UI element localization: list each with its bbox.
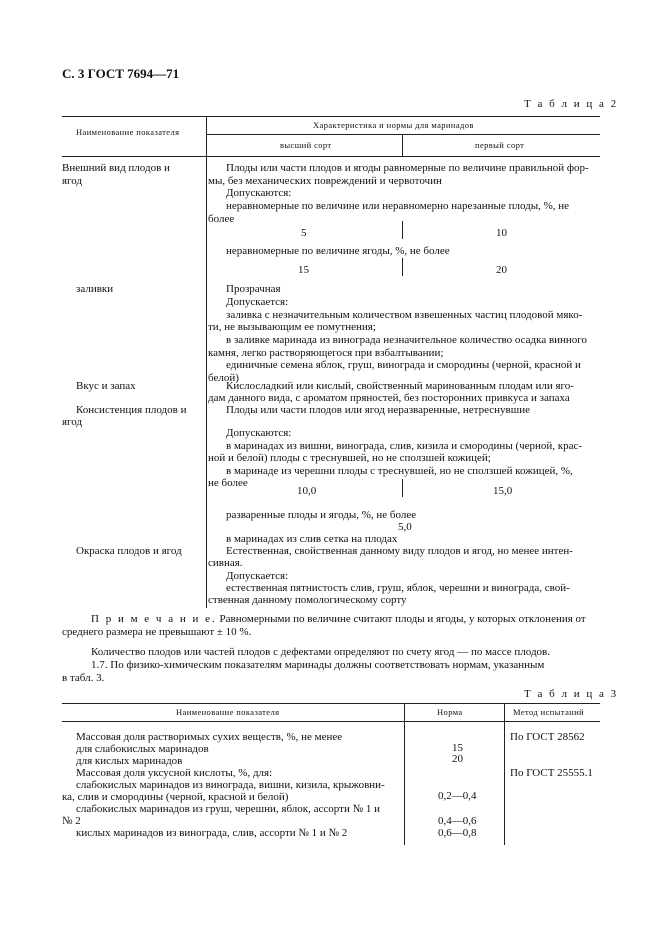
note (91, 613, 586, 627)
table2-header-sort-divider (402, 134, 403, 156)
page-header: С. 3 ГОСТ 7694—71 (62, 66, 180, 81)
table3-row: кислых маринадов из винограда, слив, ассорти № 1 и № 2 (76, 827, 348, 839)
consistency-text: в маринаде из черешни плоды с треснувшей, но не сползшей кожицей, %, (226, 465, 573, 477)
color-text: ственная данному помологическому сорту (208, 594, 407, 606)
paragraph-defects: Количество плодов или частей плодов с дефектами определяют по счету ягод — по массе плодов. (91, 646, 550, 658)
table3-norm: 0,2—0,4 (438, 790, 477, 802)
appearance-label: Внешний вид плодов и (62, 162, 170, 174)
table3-top-rule (62, 703, 600, 704)
appearance-text: неравномерные по величине ягоды, %, не более (226, 245, 450, 257)
table3-header-rule (62, 721, 600, 722)
table2-col-top-sort: высший сорт (280, 140, 332, 150)
appearance-label-cont: ягод (62, 175, 83, 187)
table2-sort-divider (402, 221, 403, 239)
table3-method: По ГОСТ 25555.1 (510, 767, 593, 779)
brine-text: Прозрачная (226, 283, 281, 295)
consistency-text: ной и белой) плоды с треснувшей, но не сползшей кожицей; (208, 452, 491, 464)
table3-col-norm: Норма (437, 707, 463, 717)
table2-header-rule (62, 156, 600, 157)
table3-row: Массовая доля растворимых сухих веществ, %, не менее (76, 731, 343, 743)
brine-label: заливки (76, 283, 114, 295)
table2-col-first-sort: первый сорт (475, 140, 525, 150)
consistency-text: в маринадах из слив сетка на плодах (226, 533, 398, 545)
consistency-value-first: 15,0 (493, 485, 513, 497)
taste-text: Кислосладкий или кислый, свойственный маринованным плодам или яго- (226, 380, 574, 392)
table3-divider-method (504, 703, 505, 845)
brine-text: ти, не вызывающим ее помутнения; (208, 321, 376, 333)
table3-col-method: Метод испытаний (513, 707, 585, 717)
color-text: естественная пятнистость слив, груш, яблок, черешни и винограда, свой- (226, 582, 570, 594)
table3-col-name: Наименование показателя (176, 707, 280, 717)
table2-top-rule (62, 116, 600, 117)
table2-caption: Т а б л и ц а 2 (524, 98, 619, 110)
color-label: Окраска плодов и ягод (76, 545, 182, 557)
consistency-value-top: 10,0 (297, 485, 317, 497)
appearance-value-top: 15 (298, 264, 309, 276)
consistency-text: Плоды или части плодов или ягод неразваренные, нетреснувшие (226, 404, 530, 416)
table3-caption: Т а б л и ц а 3 (524, 688, 619, 700)
brine-text: белой) (208, 372, 239, 384)
appearance-text: более (208, 213, 235, 225)
appearance-text: неравномерные по величине или неравномерно нарезанные плоды, %, не (226, 200, 570, 212)
appearance-text: Плоды или части плодов и ягоды равномерные по величине правильной фор- (226, 162, 589, 174)
appearance-value-top: 5 (301, 227, 307, 239)
consistency-label-cont: ягод (62, 416, 83, 428)
brine-text: в заливке маринада из винограда незначительное количество осадка винного (226, 334, 588, 346)
table3-divider-norm (404, 703, 405, 845)
note-text: Равномерными по величине считают плоды и ягоды, у которых отклонения от (219, 613, 586, 625)
consistency-label: Консистенция плодов и (76, 404, 187, 416)
table2-column-divider (206, 116, 207, 608)
table2-sort-divider (402, 479, 403, 497)
brine-text: единичные семена яблок, груш, винограда и смородины (черной, красной и (226, 359, 581, 371)
table3-norm: 0,6—0,8 (438, 827, 477, 839)
table3-row: Массовая доля уксусной кислоты, %, для: (76, 767, 273, 779)
consistency-text: Допускаются: (226, 427, 292, 439)
table3-row-cont: № 2 (62, 815, 81, 827)
taste-text: дам данного вида, с ароматом пряностей, без посторонних привкуса и запаха (208, 392, 570, 404)
table3-norm: 20 (452, 753, 463, 765)
table2-col-name: Наименование показателя (76, 127, 180, 137)
color-text: Допускается: (226, 570, 289, 582)
consistency-text: в маринадах из вишни, винограда, слив, кизила и смородины (черной, крас- (226, 440, 583, 452)
table3-method: По ГОСТ 28562 (510, 731, 585, 743)
table3-row: для слабокислых маринадов (76, 743, 209, 755)
table3-row: слабокислых маринадов из винограда, вишни, кизила, крыжовни- (76, 779, 385, 791)
table3-row-cont: ка, слив и смородины (черной, красной и белой) (62, 791, 289, 803)
note-label: П р и м е ч а н и е. (91, 613, 217, 625)
table2-sort-divider (402, 258, 403, 276)
table3-row: для кислых маринадов (76, 755, 183, 767)
consistency-text: разваренные плоды и ягоды, %, не более (226, 509, 417, 521)
table2-col-group: Характеристика и нормы для маринадов (313, 120, 474, 130)
appearance-value-first: 10 (496, 227, 507, 239)
appearance-text: Допускаются: (226, 187, 292, 199)
brine-text: заливка с незначительным количеством взвешенных частиц плодовой мяко- (226, 309, 583, 321)
note-text-cont: среднего размера не превышают ± 10 %. (62, 626, 252, 638)
brine-text: Допускается: (226, 296, 289, 308)
table3-row: слабокислых маринадов из груш, черешни, яблок, ассорти № 1 и (76, 803, 380, 815)
paragraph-1-7-cont: в табл. 3. (62, 672, 105, 684)
table3-norm: 0,4—0,6 (438, 815, 477, 827)
appearance-text: мы, без механических повреждений и червоточин (208, 175, 442, 187)
color-text: Естественная, свойственная данному виду плодов и ягод, но менее интен- (226, 545, 573, 557)
taste-label: Вкус и запах (76, 380, 136, 392)
appearance-value-first: 20 (496, 264, 507, 276)
brine-text: камня, легко растворяющегося при взбалтывании; (208, 347, 444, 359)
paragraph-1-7: 1.7. По физико-химическим показателям маринады должны соответствовать нормам, указанным (91, 659, 545, 671)
consistency-text: не более (208, 477, 248, 489)
consistency-value: 5,0 (398, 521, 412, 533)
table3-norm: 15 (452, 742, 463, 754)
color-text: сивная. (208, 557, 243, 569)
table2-group-rule (206, 134, 600, 135)
